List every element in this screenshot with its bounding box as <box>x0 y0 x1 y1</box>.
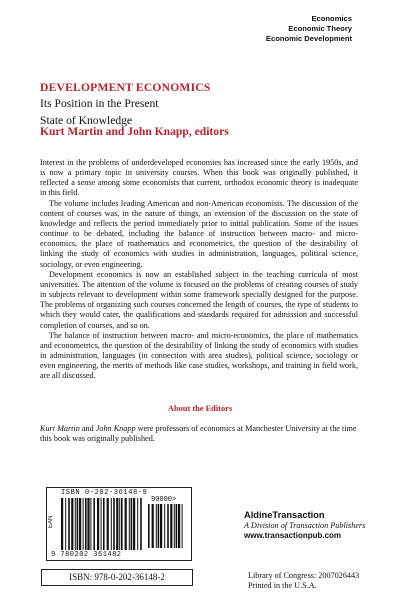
subtitle-line-1: Its Position in the Present <box>40 97 159 110</box>
editor-name-1: Kurt Martin <box>40 424 80 433</box>
description-paragraph-2: The volume includes leading American and non-American economists. The discussion of the content of courses was, in the nature of things, an extension of the discussion on the state of knowledge and reflects the period immediately prior to initial publication. Some of the issues continue to be debated, including the balance of instruction between macro- and micro-economics, the place of mathematics and econometrics, the question of the desirability of linking the study of economics with studies in administration, languages, political science, sociology, or even engineering. <box>40 198 358 269</box>
about-and: and <box>79 424 96 433</box>
barcode-bar <box>152 504 154 548</box>
book-title: DEVELOPMENT ECONOMICS <box>40 81 211 94</box>
barcode-bar <box>133 498 135 550</box>
subject-categories <box>266 14 352 44</box>
barcode-bar <box>107 498 109 550</box>
barcode-bar <box>137 498 138 550</box>
price-code-digits: 90000 <box>151 496 173 504</box>
publisher-division: A Division of Transaction Publishers <box>244 521 366 530</box>
book-editors: Kurt Martin and John Knapp, editors <box>40 125 229 138</box>
barcode-bar <box>176 504 178 548</box>
subject-economics: Economics <box>311 14 352 23</box>
subtitle-line-2: State of Knowledge <box>40 114 133 127</box>
isbn-13-box: ISBN: 978-0-202-36148-2 <box>41 569 193 586</box>
barcode-bar <box>113 498 115 550</box>
barcode-bar <box>164 504 165 548</box>
barcode-bar <box>79 498 81 550</box>
barcode-bar <box>111 498 112 550</box>
ean-label: EAN <box>48 515 54 529</box>
publisher-url: www.transactionpub.com <box>244 531 342 540</box>
barcode-bar <box>93 498 95 550</box>
ean-barcode <box>60 498 144 552</box>
description-paragraph-1: Interest in the problems of underdeveloped economies has increased since the early 1950s, and is now a primary topic in university courses. When this book was originally published, it reflected a sense among some economists that current, orthodox economic theory is inadequate in this field. <box>40 158 358 198</box>
barcode-bar <box>71 498 73 550</box>
description-paragraph-4: The balance of instruction between macro- and micro-economics, the place of mathematics and econometrics, the question of the desirability of linking the study of economics with studies in administration, languages (in connection with area studies), political science, sociology or even engineering, the merits of methods like case studies, workshops, and training in field work, are all discussed. <box>40 330 358 381</box>
barcode-bar <box>119 498 120 550</box>
publisher-block <box>244 510 365 541</box>
description-paragraph-3: Development economics is now an established subject in the teaching curricula of most universities. The attention of the volume is focused on the problems of creating courses of study in subjects relevant to development within some framework specially designed for the purpose. The problems of organizing such courses concerned the length of courses, the type of students to which they would cater, the qualifications and standards required for admission and successful completion of courses, and so on. <box>40 269 358 330</box>
editor-name-2: John Knapp <box>95 424 136 433</box>
barcode-bar <box>85 498 87 550</box>
barcode-bar <box>140 498 142 550</box>
library-info <box>248 571 359 591</box>
barcode-bar <box>158 504 160 548</box>
barcode-bar <box>174 504 175 548</box>
barcode-isbn-10: ISBN 0-202-36148-9 <box>61 489 148 497</box>
barcode-bar <box>68 498 70 550</box>
barcode-bar <box>160 504 162 548</box>
publisher-name: AldineTransaction <box>244 510 325 520</box>
subject-economic-theory: Economic Theory <box>288 24 352 33</box>
price-code-marker: > <box>172 496 177 504</box>
barcode-bar <box>167 504 169 548</box>
barcode-bar <box>77 498 79 550</box>
printed-in: Printed in the U.S.A. <box>248 581 317 590</box>
barcode-bar <box>129 498 130 550</box>
barcode-bar <box>90 498 91 550</box>
barcode-bar <box>101 498 102 550</box>
barcode-bar <box>83 498 84 550</box>
about-bio: were professors of economics at Manchester University at the time this book was originally published. <box>40 424 357 444</box>
barcode-bar <box>103 498 105 550</box>
book-subtitle <box>40 95 159 129</box>
barcode-bar <box>61 498 63 550</box>
barcode-bar <box>125 498 127 550</box>
barcode-bar <box>87 498 89 550</box>
book-description <box>40 158 358 381</box>
barcode-bar <box>182 504 183 548</box>
barcode-bar <box>178 504 180 548</box>
barcode-block <box>46 487 192 561</box>
barcode-bar <box>131 498 133 550</box>
barcode-bar <box>75 498 76 550</box>
barcode-price-code <box>151 496 176 504</box>
barcode-digits: 9 780202 361482 <box>51 551 122 559</box>
barcode-bar <box>65 498 66 550</box>
barcode-bar <box>156 504 157 548</box>
about-editors-heading: About the Editors <box>167 404 233 413</box>
barcode-bar <box>97 498 99 550</box>
library-of-congress: Library of Congress: 2007026443 <box>248 571 360 580</box>
addon-barcode <box>147 504 185 548</box>
barcode-bar <box>121 498 123 550</box>
barcode-bar <box>170 504 172 548</box>
barcode-bar <box>148 504 150 548</box>
barcode-bar <box>116 498 118 550</box>
subject-economic-development: Economic Development <box>265 34 352 43</box>
about-editors-text <box>40 424 358 444</box>
